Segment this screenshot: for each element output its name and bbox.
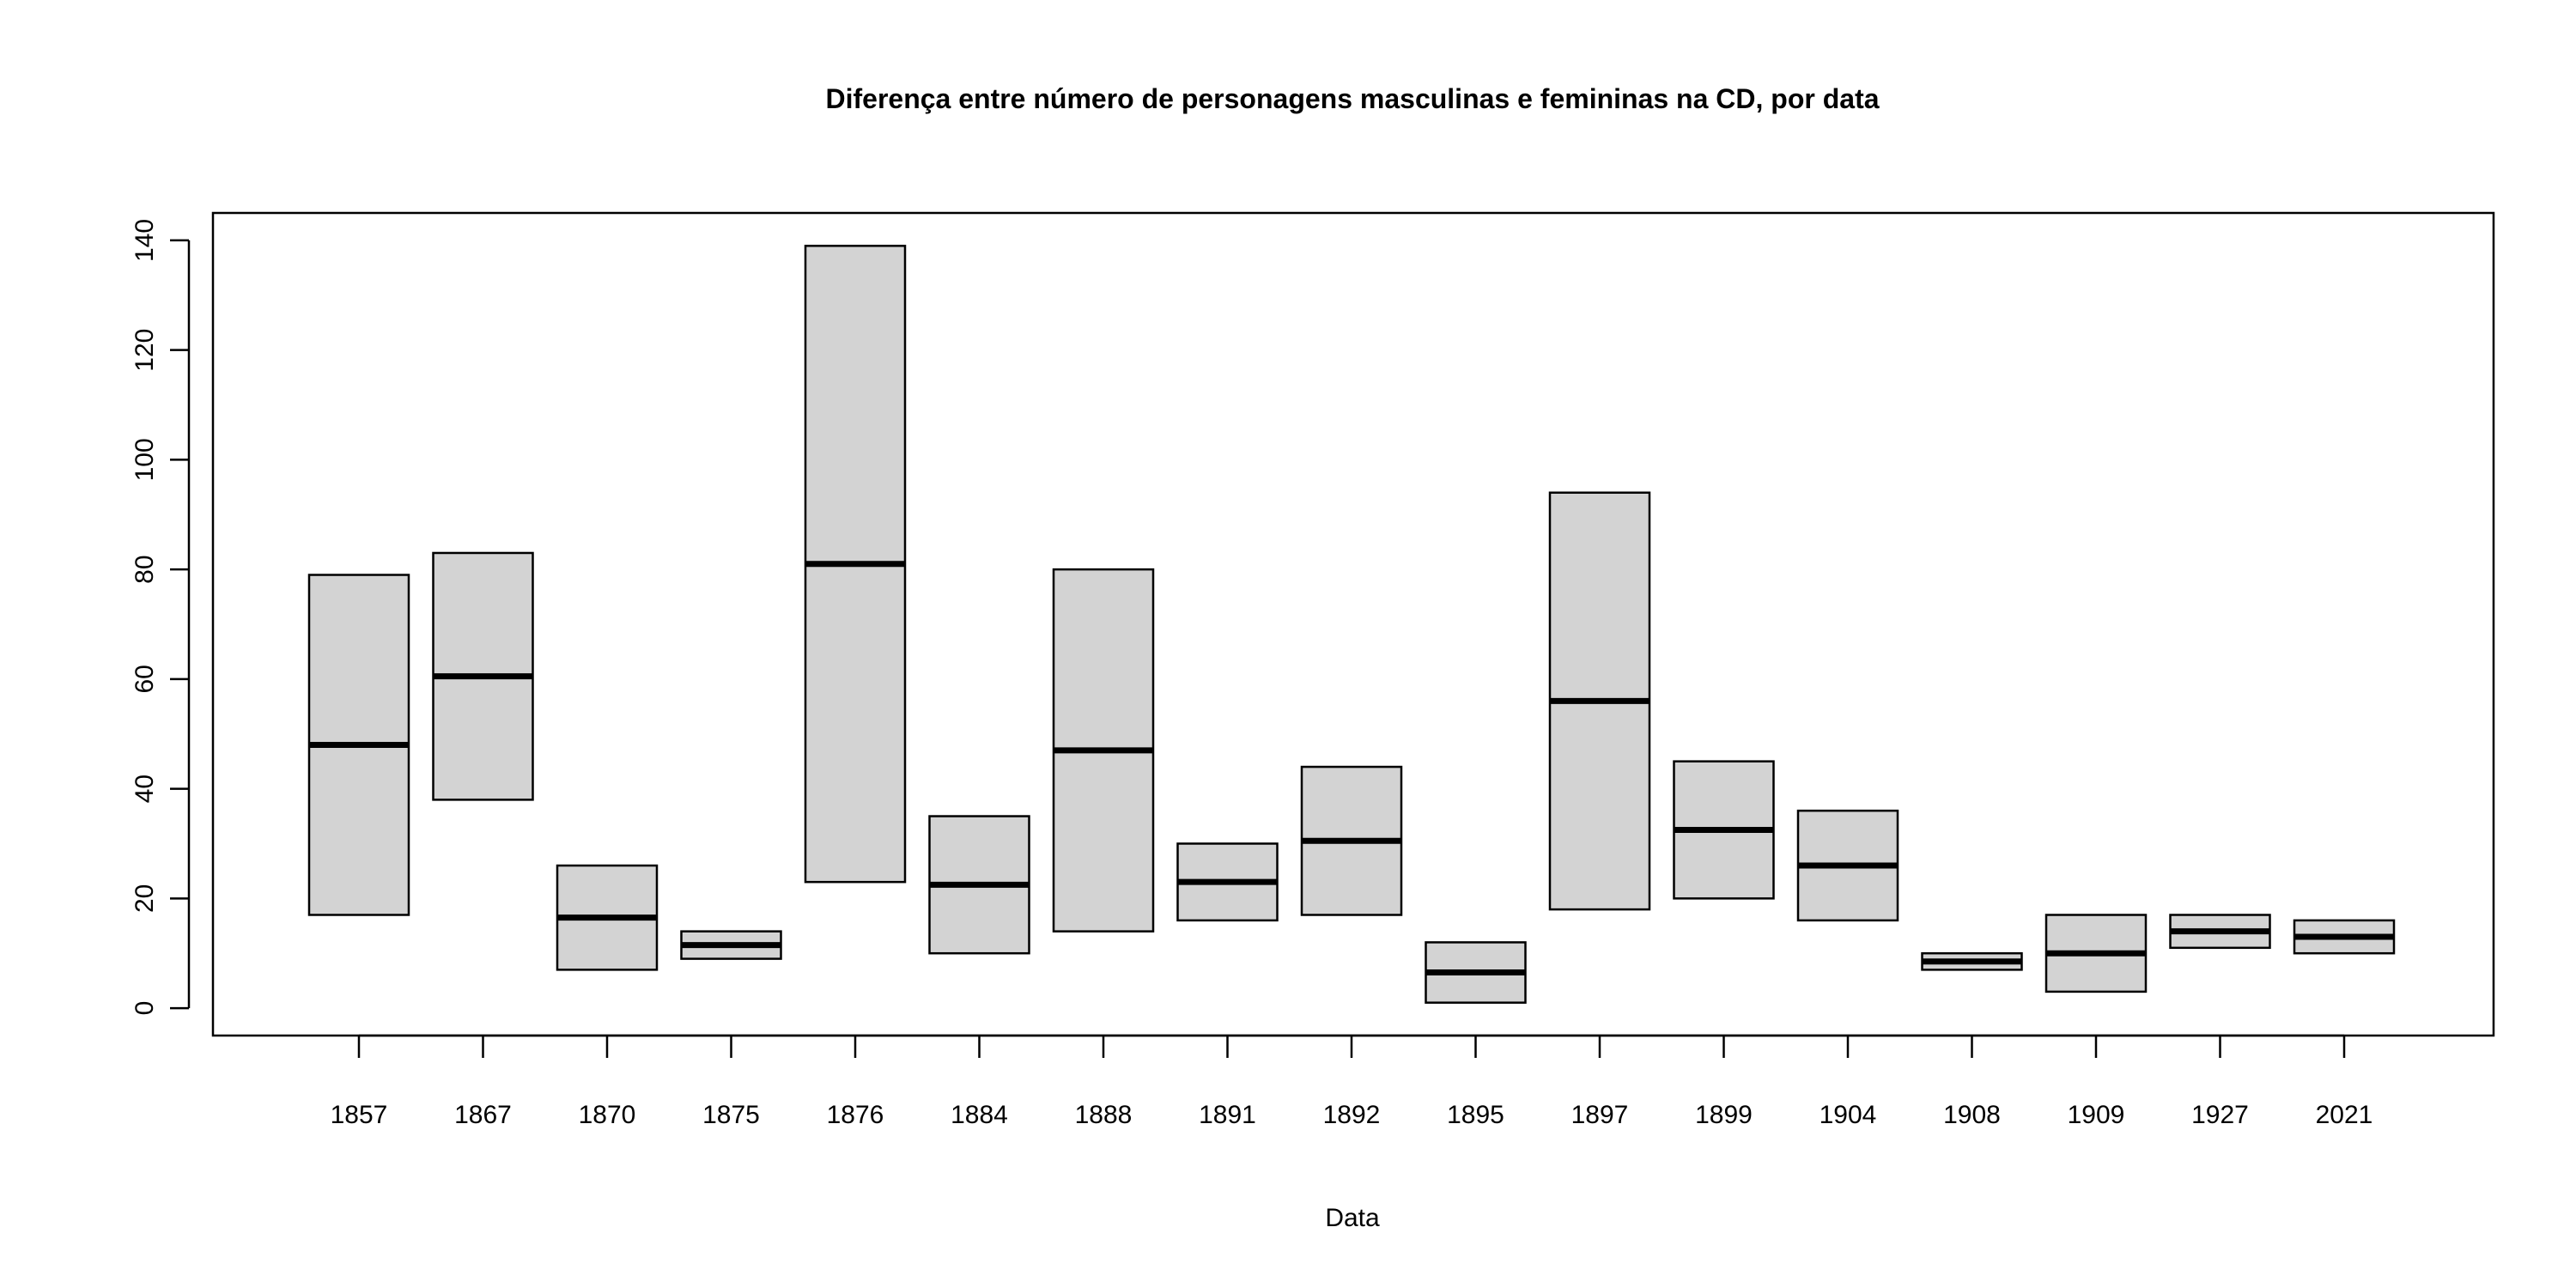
x-tick-label: 1875 xyxy=(702,1101,760,1129)
y-tick-label: 60 xyxy=(131,665,159,694)
x-tick-label: 1884 xyxy=(951,1101,1008,1129)
x-axis-label: Data xyxy=(1325,1204,1380,1232)
x-tick-label: 1867 xyxy=(454,1101,512,1129)
y-tick-label: 100 xyxy=(131,438,159,482)
x-tick-label: 1897 xyxy=(1571,1101,1629,1129)
x-tick-label: 1927 xyxy=(2191,1101,2249,1129)
x-tick-label: 1904 xyxy=(1819,1101,1877,1129)
x-tick-label: 1899 xyxy=(1695,1101,1753,1129)
x-tick-label: 1870 xyxy=(578,1101,636,1129)
y-tick-label: 20 xyxy=(131,884,159,914)
x-tick-label: 1857 xyxy=(330,1101,388,1129)
y-tick-label: 40 xyxy=(131,774,159,804)
y-axis xyxy=(131,219,189,1016)
x-tick-label: 1892 xyxy=(1322,1101,1381,1129)
y-tick-label: 140 xyxy=(131,218,159,262)
x-tick-label: 1888 xyxy=(1074,1101,1133,1129)
boxes-group xyxy=(309,246,2394,1002)
x-tick-label: 1908 xyxy=(1943,1101,2001,1129)
x-tick-label: 1895 xyxy=(1447,1101,1504,1129)
y-tick-label: 80 xyxy=(131,555,159,584)
x-axis xyxy=(331,1036,2373,1129)
x-tick-label: 2021 xyxy=(2315,1101,2373,1129)
x-tick-label: 1909 xyxy=(2067,1101,2125,1129)
y-tick-label: 120 xyxy=(131,328,159,372)
x-tick-label: 1891 xyxy=(1199,1101,1256,1129)
x-tick-label: 1876 xyxy=(826,1101,884,1129)
chart-title: Diferença entre número de personagens masculinas e femininas na CD, por data xyxy=(825,83,1880,114)
y-tick-label: 0 xyxy=(131,1000,159,1016)
